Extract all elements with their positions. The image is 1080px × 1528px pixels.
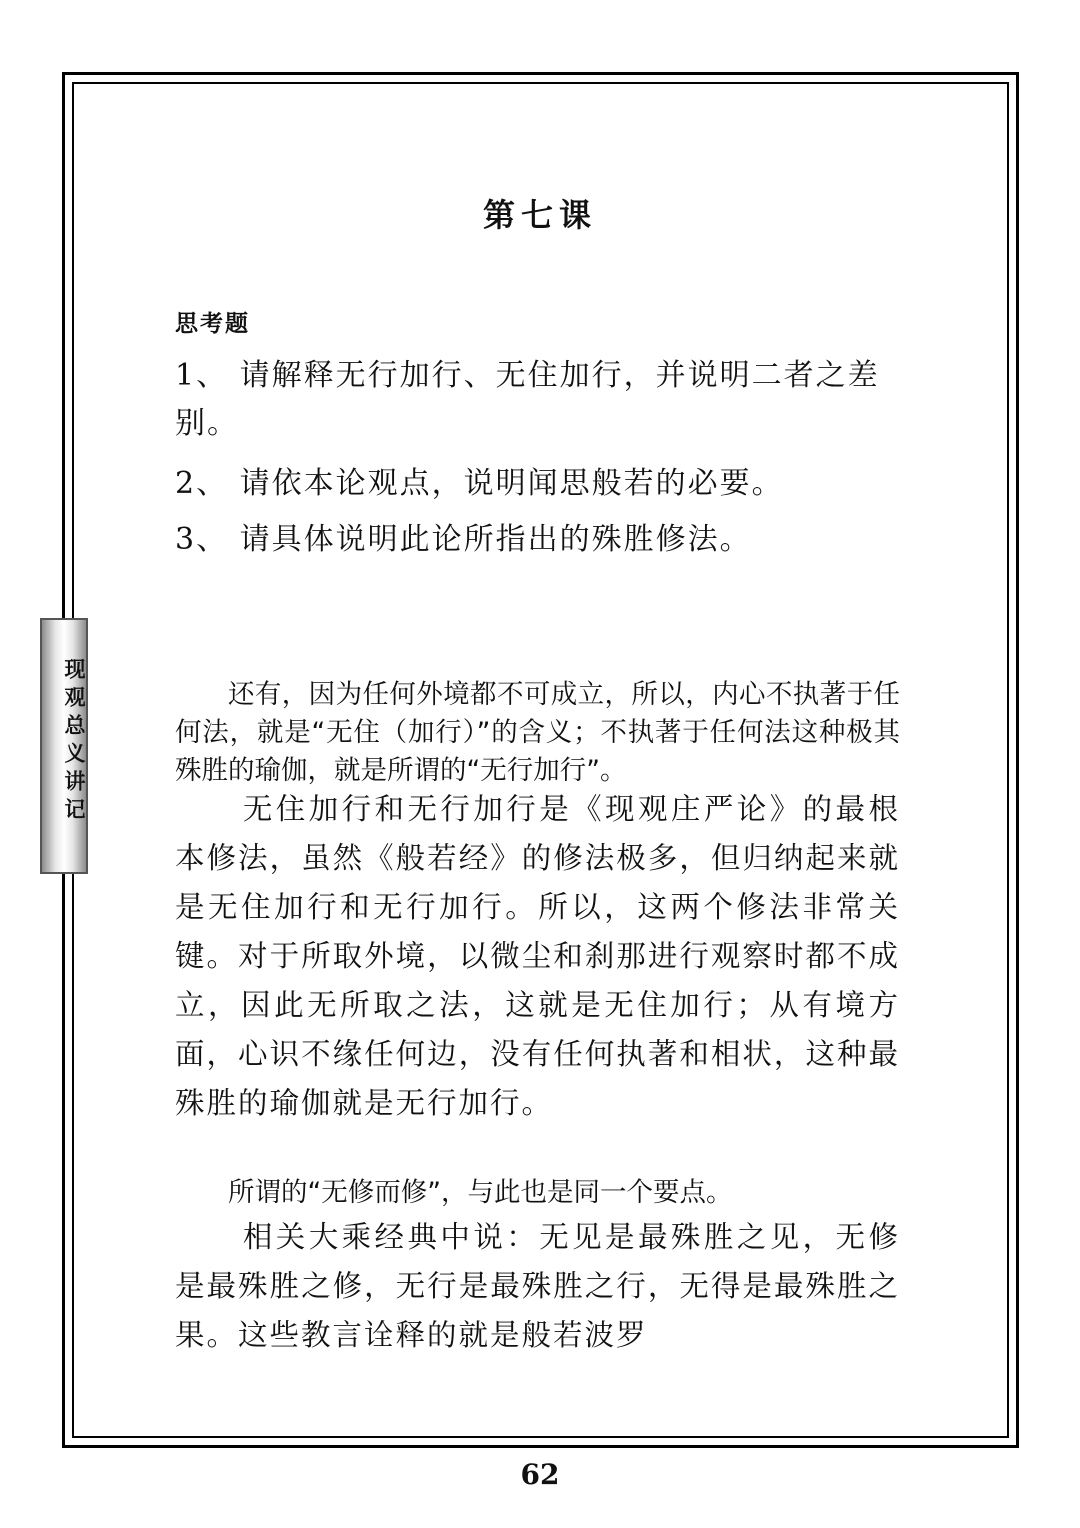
page-number: 62: [520, 1458, 560, 1491]
side-tab-text: 现观总义讲记: [62, 658, 87, 826]
body-paragraph: 还有，因为任何外境都不可成立，所以，内心不执著于任何法，就是“无住（加行）”的含义；不执著于任何法这种极其殊胜的瑜伽，就是所谓的“无行加行”。: [175, 679, 900, 786]
question-item: 1、 请解释无行加行、无住加行，并说明二者之差别。: [175, 358, 880, 441]
lesson-title: 第七课: [482, 196, 597, 234]
body-paragraph: 相关大乘经典中说：无见是最殊胜之见，无修是最殊胜之修，无行是最殊胜之行，无得是最殊胜之果。这些教言诠释的就是般若波罗: [175, 1220, 900, 1352]
questions-heading: 思考题: [175, 310, 250, 337]
body-paragraph: 所谓的“无修而修”，与此也是同一个要点。: [228, 1177, 733, 1208]
question-item: 3、 请具体说明此论所指出的殊胜修法。: [175, 522, 752, 557]
question-item: 2、 请依本论观点，说明闻思般若的必要。: [175, 466, 784, 501]
body-paragraph: 无住加行和无行加行是《现观庄严论》的最根本修法，虽然《般若经》的修法极多，但归纳起来就是无住加行和无行加行。所以，这两个修法非常关键。对于所取外境，以微尘和刹那进行观察时都不成立，因此无所取之法，这就是无住加行；从有境方面，心识不缘任何边，没有任何执著和相状，这种最殊胜的瑜伽就是无行加行。: [175, 792, 900, 1120]
book-title-side-tab: [40, 618, 88, 874]
